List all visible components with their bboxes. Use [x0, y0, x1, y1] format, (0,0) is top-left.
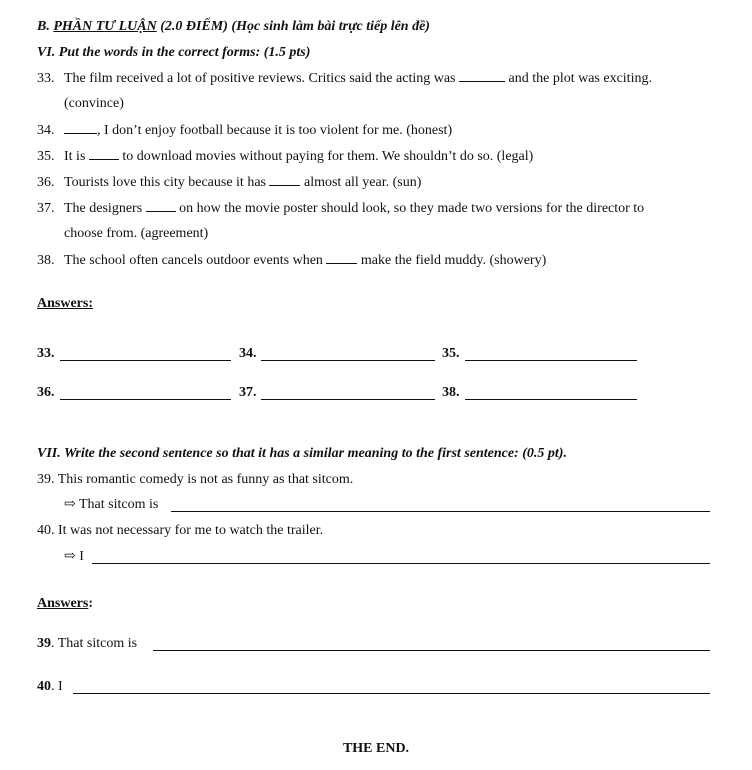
answers-colon: : — [88, 596, 94, 611]
answer-37-number: 37. — [239, 385, 257, 400]
question-text-after: to download movies without paying for them. We shouldn’t do so. (legal) — [118, 149, 534, 164]
answer-blank — [459, 70, 505, 82]
question-number: 33. — [37, 71, 55, 86]
answer-36-number: 36. — [37, 385, 55, 400]
question-text-after: and the plot was exciting. — [505, 71, 652, 86]
question-sentence: This romantic comedy is not as funny as that sitcom. — [57, 472, 354, 487]
answer-40 — [37, 679, 63, 695]
question-34 — [37, 122, 452, 139]
answer-start: . I — [51, 679, 63, 694]
question-text-before: It is — [64, 149, 89, 164]
question-text-after: , I don’t enjoy football because it is too violent for me. (honest) — [97, 123, 453, 138]
arrow-right-icon: ⇨ — [64, 497, 76, 512]
question-text-before: The school often cancels outdoor events when — [64, 253, 327, 268]
answer-blank — [326, 252, 357, 264]
question-text-before: The designers — [64, 201, 146, 216]
question-number: 35. — [37, 149, 55, 164]
question-number: 34. — [37, 123, 55, 138]
question-number: 37. — [37, 201, 55, 216]
answer-33-number: 33. — [37, 346, 55, 361]
question-37-line2: choose from. (agreement) — [64, 226, 209, 241]
question-33-line2: (convince) — [64, 96, 124, 111]
question-37 — [37, 200, 644, 217]
answer-number: 39 — [37, 636, 51, 651]
question-sentence: It was not necessary for me to watch the trailer. — [58, 523, 324, 538]
rewrite-40 — [64, 549, 84, 565]
question-number: 39. — [37, 472, 55, 487]
question-text-after: on how the movie poster should look, so they made two versions for the director to — [175, 201, 645, 216]
question-35 — [37, 148, 533, 165]
question-number: 38. — [37, 253, 55, 268]
question-text-before: The film received a lot of positive reviews. Critics said the acting was — [64, 71, 459, 86]
part6-heading: VI. Put the words in the correct forms: (1.5 pts) — [37, 45, 311, 60]
answers-label-part6: Answers: — [37, 296, 93, 311]
answers-label: Answers — [37, 596, 89, 611]
answer-blank — [146, 200, 176, 212]
question-number: 36. — [37, 175, 55, 190]
answer-40-line[interactable] — [73, 693, 710, 694]
answer-34-number: 34. — [239, 346, 257, 361]
answer-36-line[interactable] — [60, 399, 231, 400]
rewrite-39-line[interactable] — [171, 511, 710, 512]
answer-33-line[interactable] — [60, 360, 231, 361]
arrow-right-icon: ⇨ — [64, 549, 76, 564]
section-b-heading — [37, 19, 430, 35]
answers-label-part7 — [37, 596, 93, 612]
section-b-rest: (2.0 ĐIỂM) (Học sinh làm bài trực tiếp lên đề) — [156, 19, 430, 34]
answer-38-number: 38. — [442, 385, 460, 400]
answer-35-line[interactable] — [465, 360, 637, 361]
question-39 — [37, 472, 353, 488]
question-33 — [37, 70, 652, 87]
answer-34-line[interactable] — [261, 360, 435, 361]
question-text-before: Tourists love this city because it has — [64, 175, 270, 190]
answer-number: 40 — [37, 679, 51, 694]
question-40 — [37, 523, 323, 539]
question-number: 40. — [37, 523, 55, 538]
answer-blank — [89, 148, 119, 160]
answer-start: . That sitcom is — [51, 636, 138, 651]
rewrite-start: I — [79, 549, 84, 564]
answer-blank — [269, 174, 300, 186]
rewrite-start: That sitcom is — [78, 497, 159, 512]
answer-38-line[interactable] — [465, 399, 637, 400]
answer-37-line[interactable] — [261, 399, 435, 400]
rewrite-40-line[interactable] — [92, 563, 710, 564]
answer-blank — [64, 122, 97, 134]
part7-heading: VII. Write the second sentence so that it has a similar meaning to the first sentence: (0.5 pt). — [37, 446, 567, 461]
section-b-title: PHẦN TƯ LUẬN — [53, 19, 157, 34]
the-end: THE END. — [342, 741, 410, 756]
question-38 — [37, 252, 546, 269]
question-text-after: almost all year. (sun) — [300, 175, 422, 190]
question-text-after: make the field muddy. (showery) — [357, 253, 547, 268]
answer-39 — [37, 636, 137, 652]
question-36 — [37, 174, 421, 191]
answer-35-number: 35. — [442, 346, 460, 361]
rewrite-39 — [64, 497, 158, 513]
answer-39-line[interactable] — [153, 650, 710, 651]
section-b-prefix: B. — [37, 19, 54, 34]
